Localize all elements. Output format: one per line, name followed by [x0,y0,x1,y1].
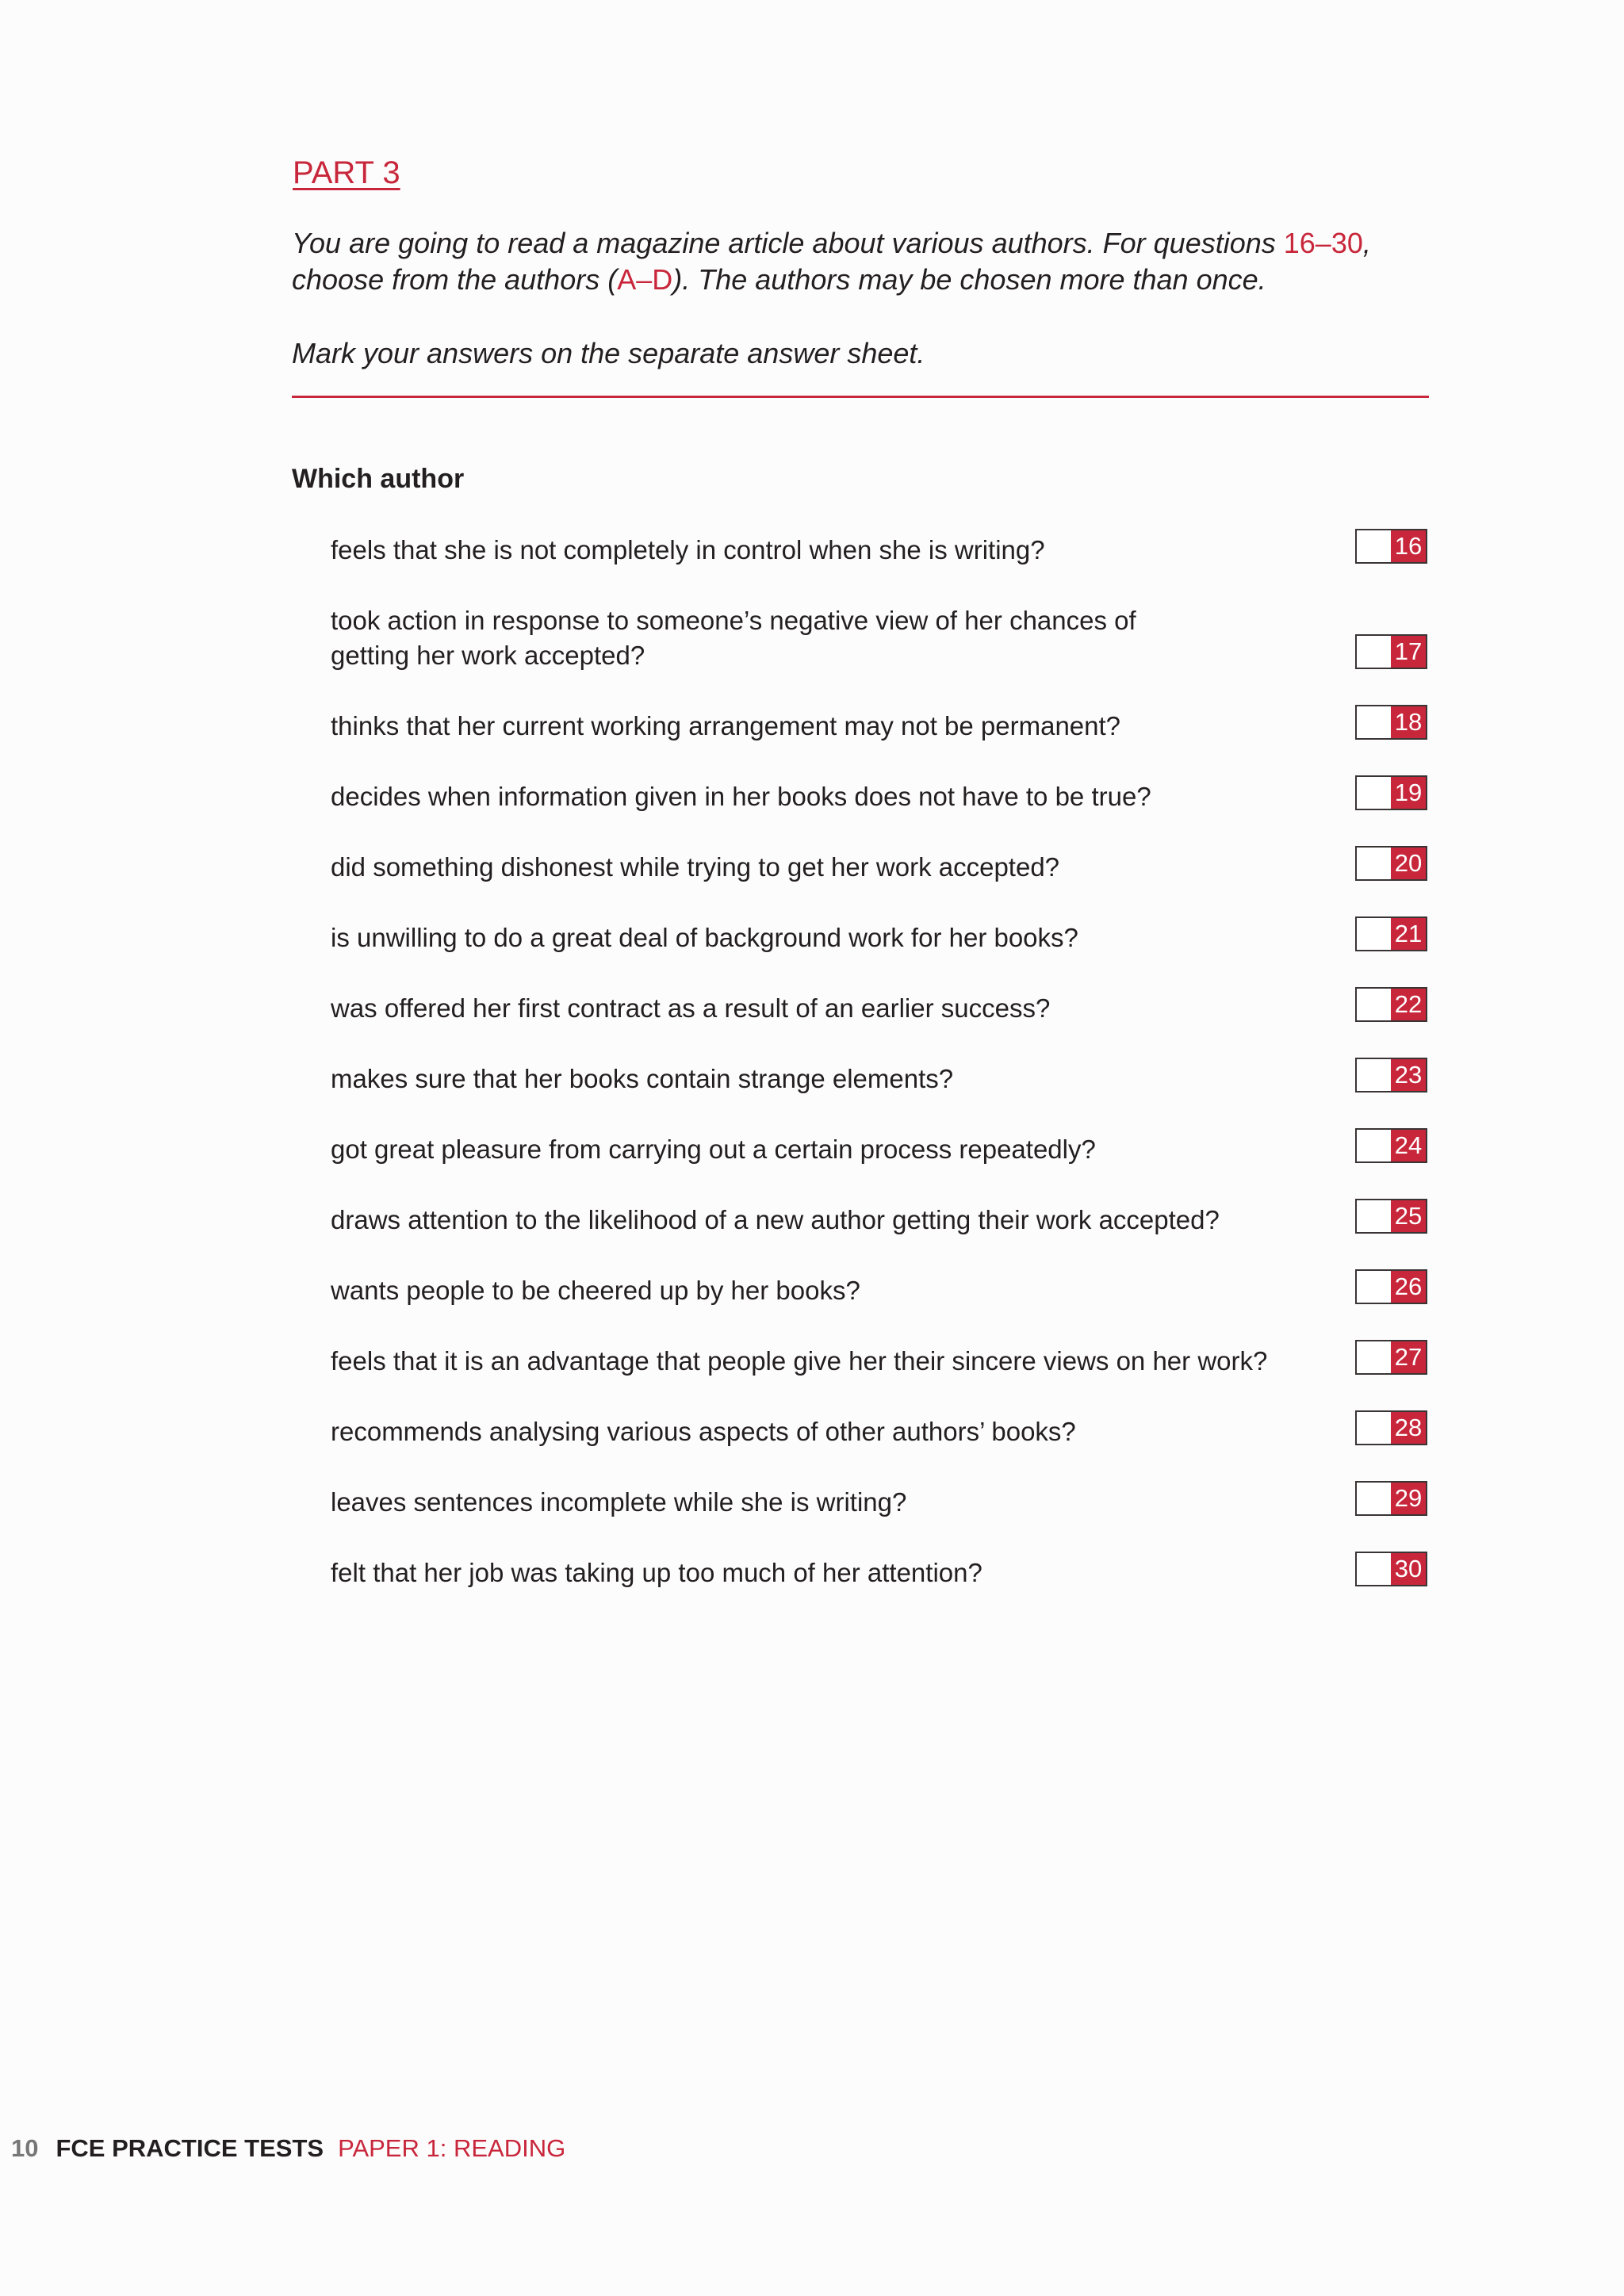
divider-rule [292,396,1429,398]
page-number: 10 [11,2134,39,2162]
answer-box[interactable] [1355,1340,1427,1375]
answer-box[interactable] [1355,916,1427,951]
question-number: 23 [1391,1059,1426,1091]
instructions-text-3: ). The authors may be chosen more than once. [672,263,1266,296]
answer-box[interactable] [1355,1058,1427,1093]
answer-sheet-note: Mark your answers on the separate answer sheet. [292,337,925,369]
answer-box[interactable] [1355,705,1427,740]
question-number: 30 [1391,1553,1426,1585]
answer-box[interactable] [1355,987,1427,1022]
question-text: recommends analysing various aspects of other authors’ books? [331,1417,1076,1446]
series-title: FCE PRACTICE TESTS [56,2134,324,2162]
question-number: 22 [1391,989,1426,1020]
answer-box[interactable] [1355,1128,1427,1163]
question-text-line-1: took action in response to someone’s negative view of her chances of [331,606,1136,635]
answer-box[interactable] [1355,775,1427,810]
question-text: is unwilling to do a great deal of background work for her books? [331,923,1078,952]
question-number: 26 [1391,1271,1426,1303]
question-number: 16 [1391,530,1426,562]
answer-box[interactable] [1355,1552,1427,1586]
question-text: wants people to be cheered up by her books? [331,1276,860,1305]
answer-box[interactable] [1355,1269,1427,1304]
instructions-text-2: , choose from the authors ( [292,227,1371,296]
answer-box[interactable] [1355,846,1427,881]
answer-box[interactable] [1355,529,1427,564]
question-text: was offered her first contract as a result of an earlier success? [331,993,1051,1023]
page-footer [11,2134,565,2163]
question-text: felt that her job was taking up too much of her attention? [331,1558,982,1587]
question-number: 17 [1391,636,1426,668]
question-number: 24 [1391,1130,1426,1161]
question-number: 29 [1391,1483,1426,1514]
question-number: 25 [1391,1200,1426,1232]
question-text: thinks that her current working arrangement may not be permanent? [331,711,1121,740]
question-text: got great pleasure from carrying out a certain process repeatedly? [331,1135,1096,1164]
instructions-text-1: You are going to read a magazine article about various authors. For questions [292,227,1284,259]
question-text: did something dishonest while trying to get her work accepted? [331,852,1060,882]
answer-box[interactable] [1355,1481,1427,1516]
question-text: makes sure that her books contain strange elements? [331,1064,954,1093]
author-letters: A–D [617,263,673,296]
question-text [331,603,1322,673]
question-number: 20 [1391,848,1426,879]
answer-box[interactable] [1355,1410,1427,1445]
question-range: 16–30 [1283,227,1363,259]
question-number: 18 [1391,706,1426,738]
question-number: 21 [1391,918,1426,950]
part-title: PART 3 [293,155,400,190]
question-text: feels that it is an advantage that people give her their sincere views on her work? [331,1346,1268,1376]
question-text: decides when information given in her books does not have to be true? [331,782,1151,811]
question-number: 28 [1391,1412,1426,1444]
which-author-heading: Which author [292,464,465,494]
instructions [292,225,1434,298]
answer-box[interactable] [1355,1199,1427,1234]
question-text: leaves sentences incomplete while she is writing? [331,1487,907,1517]
answer-box[interactable] [1355,634,1427,669]
paper-title: PAPER 1: READING [338,2134,566,2162]
question-text: feels that she is not completely in control when she is writing? [331,535,1045,564]
question-number: 27 [1391,1341,1426,1373]
question-number: 19 [1391,777,1426,809]
question-text: draws attention to the likelihood of a new author getting their work accepted? [331,1205,1220,1234]
question-text-line-2: getting her work accepted? [331,641,645,670]
